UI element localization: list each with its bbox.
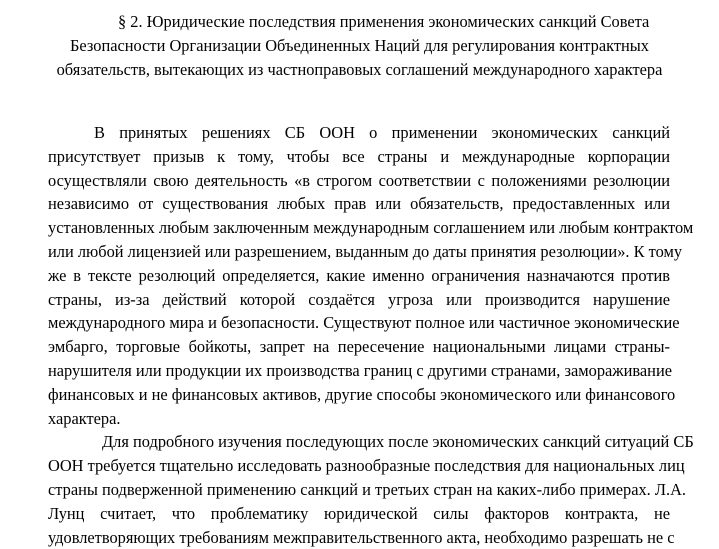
text-line: Лунц считает, что проблематику юридической силы факторов контракта, не	[48, 503, 670, 523]
text-line: характера.	[48, 408, 121, 428]
text-line: установленных любым заключенным международным соглашением или любым контрактом	[48, 218, 694, 238]
text-line: осуществляли свою деятельность «в строгом соответствии с положениями резолюции	[48, 170, 670, 190]
heading-line: § 2. Юридические последствия применения экономических санкций Совета	[118, 12, 650, 31]
text-line: эмбарго, торговые бойкоты, запрет на пересечение национальными лицами страны-	[48, 337, 670, 357]
text-line: же в тексте резолюций определяется, какие именно ограничения назначаются против	[48, 265, 670, 285]
text-line: финансовых и не финансовых активов, другие способы экономического или финансового	[48, 384, 676, 404]
text-line: ООН требуется тщательно исследовать разнообразные последствия для национальных лиц	[48, 456, 685, 476]
text-line: удовлетворяющих требованиям межправительственного акта, необходимо разрешать не с	[48, 527, 675, 547]
text-line: или любой лицензией или разрешением, выданным до даты принятия резолюции». К тому	[48, 241, 683, 261]
text-line: В принятых решениях СБ ООН о применении экономических санкций	[94, 123, 670, 142]
text-line: международного мира и безопасности. Существуют полное или частичное экономические	[48, 313, 680, 333]
heading-line: обязательств, вытекающих из частноправовых соглашений международного характера	[56, 60, 663, 79]
text-line: нарушителя или продукции их производства границ с другими странами, замораживание	[48, 360, 673, 380]
paragraph-sanctions-overview	[48, 121, 694, 430]
paragraph-consequences-study	[48, 430, 694, 549]
section-heading	[52, 10, 667, 82]
heading-line: Безопасности Организации Объединенных Наций для регулирования контрактных	[70, 36, 649, 55]
text-line: присутствует призыв к тому, чтобы все страны и международные корпорации	[48, 146, 670, 166]
text-line: страны, из-за действий которой создаётся угроза или производится нарушение	[48, 289, 670, 309]
text-line: страны подверженной применению санкций и третьих стран на каких-либо примерах. Л.А.	[48, 479, 687, 499]
body-text	[48, 121, 694, 549]
text-line: Для подробного изучения последующих после экономических санкций ситуаций СБ	[102, 432, 694, 452]
text-line: независимо от существования любых прав или обязательств, предоставленных или	[48, 194, 670, 214]
